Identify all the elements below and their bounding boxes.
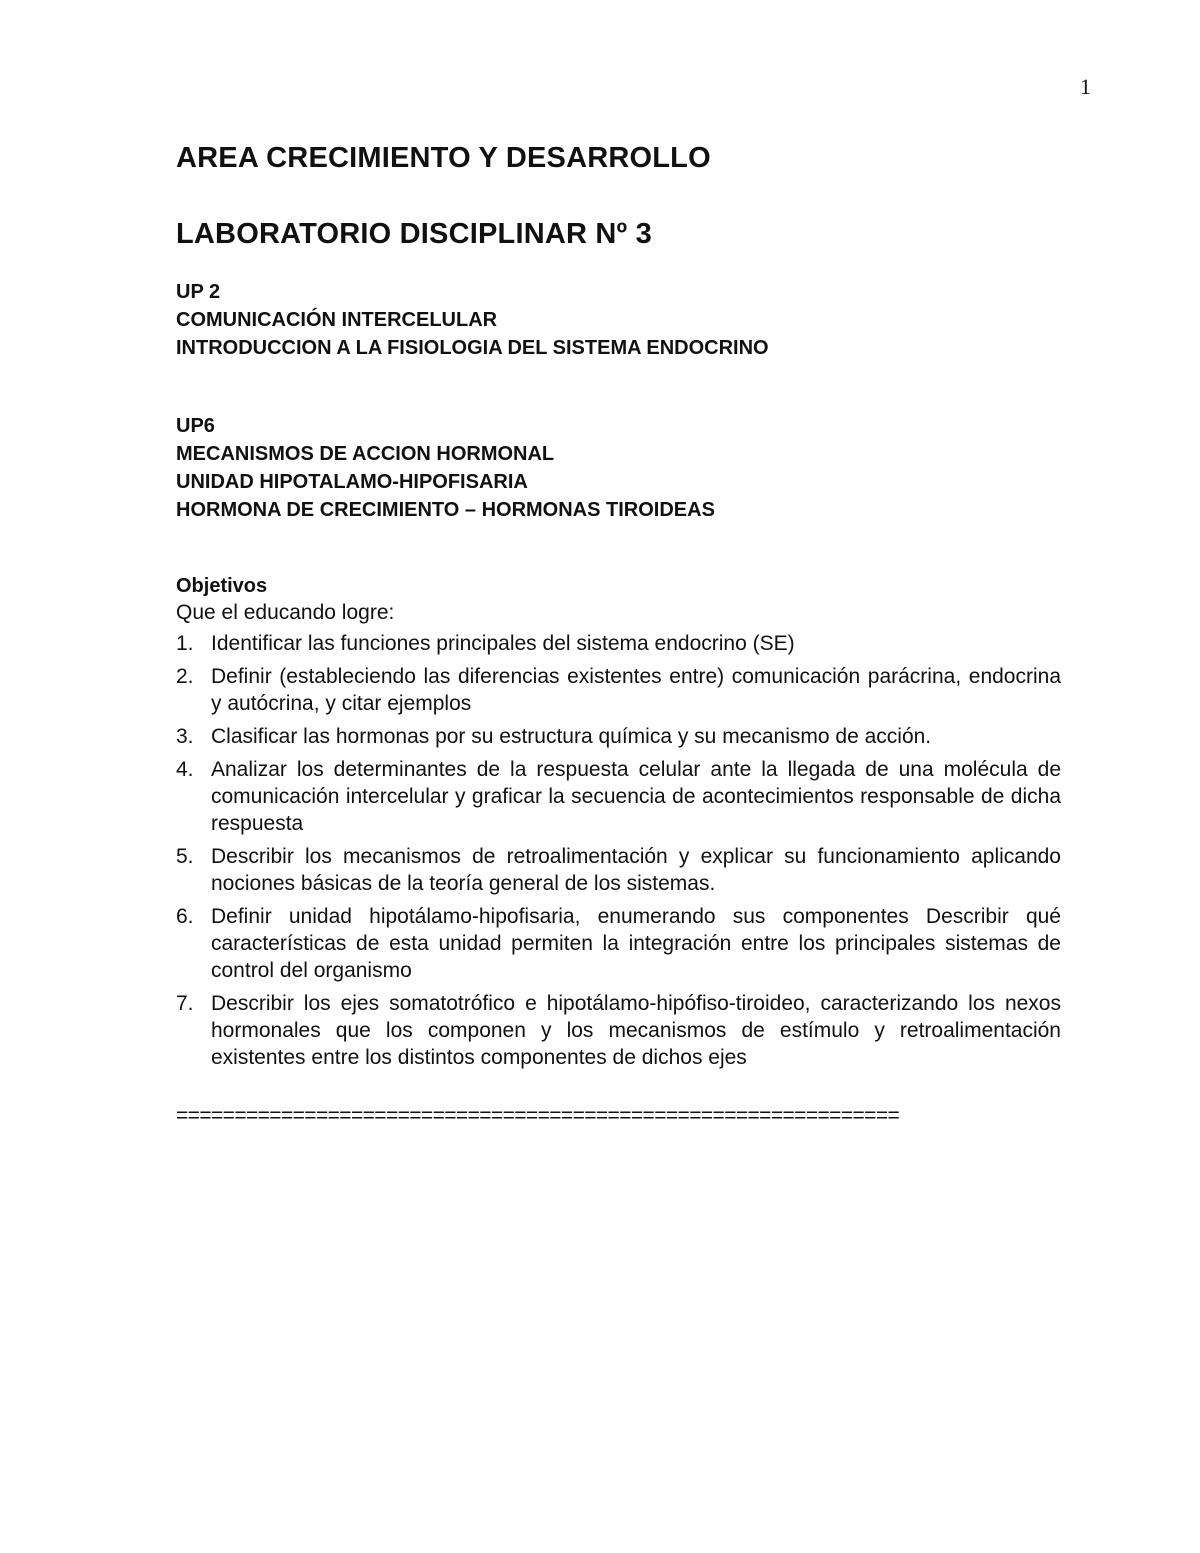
up2-line: COMUNICACIÓN INTERCELULAR [176,309,498,331]
objective-text: Definir (estableciendo las diferencias existentes entre) comunicación parácrina, endocrina y autócrina, y citar ejemplos [211,665,1061,715]
up2-section [176,278,769,362]
objective-number: 3. [176,725,194,748]
objective-number: 4. [176,758,194,781]
up6-line: HORMONA DE CRECIMIENTO – HORMONAS TIROIDEAS [176,499,715,521]
objective-item [176,990,1061,1071]
objective-text: Definir unidad hipotálamo-hipofisaria, enumerando sus componentes Describir qué características de esta unidad permiten la integración entre los principales sistemas de control del organismo [211,905,1061,982]
up6-line: MECANISMOS DE ACCION HORMONAL [176,443,555,465]
objective-text: Identificar las funciones principales del sistema endocrino (SE) [211,632,795,655]
objective-item [176,663,1061,717]
objective-number: 7. [176,992,194,1015]
objective-text: Analizar los determinantes de la respuesta celular ante la llegada de una molécula de comunicación intercelular y graficar la secuencia de acontecimientos responsable de dicha respuesta [211,758,1061,835]
objectives-intro: Que el educando logre: [176,601,395,624]
up6-code: UP6 [176,415,215,437]
up2-line: INTRODUCCION A LA FISIOLOGIA DEL SISTEMA ENDOCRINO [176,337,769,359]
up6-line: UNIDAD HIPOTALAMO-HIPOFISARIA [176,471,528,493]
objective-item [176,630,1061,657]
objective-number: 1. [176,632,194,655]
objective-text: Describir los ejes somatotrófico e hipotálamo-hipófiso-tiroideo, caracterizando los nexos hormonales que los componen y los mecanismos de estímulo y retroalimentación existentes entre los distintos componentes de dichos ejes [211,992,1061,1069]
objective-number: 2. [176,665,194,688]
objectives-list [176,630,1061,1077]
objective-text: Describir los mecanismos de retroalimentación y explicar su funcionamiento aplicando nociones básicas de la teoría general de los sistemas. [211,845,1061,895]
up2-code: UP 2 [176,281,221,303]
objective-number: 5. [176,845,194,868]
objective-item [176,723,1061,750]
lab-title: LABORATORIO DISCIPLINAR Nº 3 [176,218,652,250]
objective-item [176,843,1061,897]
area-title: AREA CRECIMIENTO Y DESARROLLO [176,142,711,174]
objective-number: 6. [176,905,194,928]
objectives-title: Objetivos [176,575,268,597]
objective-item [176,903,1061,984]
separator-line: ============================================================== [176,1104,900,1127]
page-number: 1 [1080,74,1091,99]
up6-section [176,412,715,524]
objective-text: Clasificar las hormonas por su estructura química y su mecanismo de acción. [211,725,932,748]
objective-item [176,756,1061,837]
